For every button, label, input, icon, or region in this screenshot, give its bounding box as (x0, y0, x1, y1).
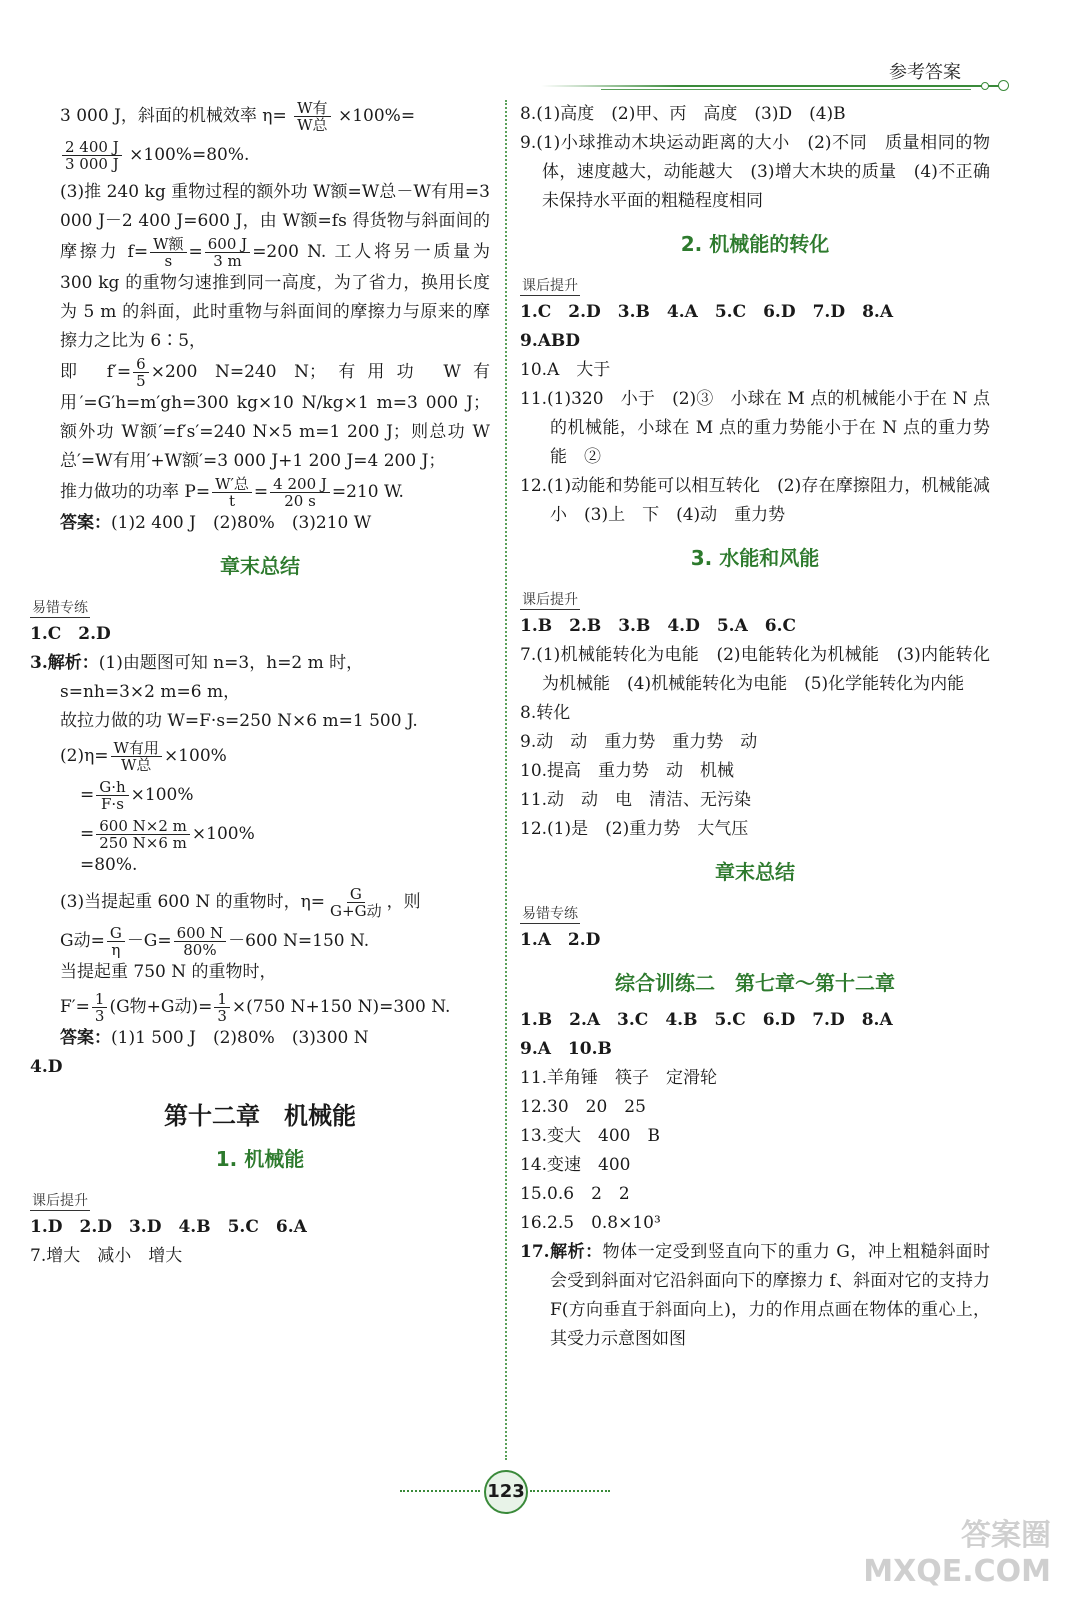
tag-after-class: 课后提升 (30, 1190, 90, 1211)
calc-line-2: $\frac{2 400 J}{3 000 J}$ ×100%=80%. (30, 139, 490, 172)
header-rule (541, 85, 1001, 87)
fraction: $\frac{600 N}{80\%}$ (174, 925, 227, 958)
header-rule-thin (601, 89, 971, 90)
fraction: $\frac{G}{\text{G+G动}}$ (330, 885, 382, 920)
chapter-title: 第十二章 机械能 (164, 1102, 356, 1130)
header-ornament-small (981, 82, 989, 90)
analysis-line: =80%. (80, 855, 138, 875)
calc-paragraph-4: 即 f′= $\frac{6}{5}$ ×200 N=240 N；有用功 W有用′=G′h=m′gh=300 kg×10 N/kg×1 m=3 000 J；额外功 W额′=f′s′=240 N×5 m=1 200 J；则总功 W总′=W有用′+W额′=3 000 J+1 200 J=4 200 J； (60, 355, 490, 471)
answer-line: 9.ABD (520, 331, 581, 351)
calc-line-1: 3 000 J，斜面的机械效率 η= $\frac{\text{W有}}{\text{W总}}$ ×100%= (60, 99, 416, 134)
section-title-summary: 章末总结 (220, 554, 300, 578)
answer-line: 9.(1)小球推动木块运动距离的大小 (2)不同 质量相同的物体，速度越大，动能越大 (3)增大木块的质量 (4)不正确 未保持水平面的粗糙程度相同 (520, 133, 1007, 211)
page-header (541, 52, 1001, 92)
section-title-comprehensive: 综合训练二 第七章～第十二章 (615, 971, 895, 995)
answer-line: 14.变速 400 (520, 1155, 631, 1175)
answer-line: 11.(1)320 小于 (2)③ 小球在 M 点的机械能小于在 N 点的机械能，小球在 M 点的重力势能小于在 N 点的重力势能 ② (520, 389, 990, 467)
tag-after-class: 课后提升 (520, 275, 580, 296)
fraction: $\frac{600 J}{3 m}$ (205, 236, 250, 269)
footer-dots-right (530, 1490, 610, 1492)
calc-line-5: 推力做功的功率 P= $\frac{\text{W′总}}{t}$ = $\frac{4 200 J}{20 s}$ =210 W. (60, 475, 404, 510)
answer-line-1: 答案：(1)2 400 J (2)80% (3)210 W (60, 513, 372, 533)
section-title-summary: 章末总结 (715, 860, 795, 884)
fraction: $\frac{1}{3}$ (92, 991, 108, 1024)
analysis-line: 当提起重 750 N 的重物时， (60, 962, 277, 982)
answer-line: 1.A 2.D (520, 930, 601, 950)
fraction: $\frac{\text{W′总}}{t}$ (212, 476, 252, 509)
answer-line: 11.动 动 电 清洁、无污染 (520, 790, 752, 810)
left-column (30, 100, 490, 1271)
analysis-line: F′= $\frac{1}{3}$ (G物+G动)= $\frac{1}{3}$ ×(750 N+150 N)=300 N. (60, 990, 451, 1025)
column-divider (505, 100, 507, 1460)
analysis-line: 17.解析：物体一定受到竖直向下的重力 G，冲上粗糙斜面时会受到斜面对它沿斜面向下的摩擦力 f、斜面对它的支持力 F(方向垂直于斜面向上)，力的作用点画在物体的重心上，其受力示意图如图 (520, 1242, 991, 1349)
answer-line: 15.0.6 2 2 (520, 1184, 630, 1204)
answer-line: 7.(1)机械能转化为电能 (2)电能转化为机械能 (3)内能转化为机械能 (4)机械能转化为电能 (5)化学能转化为内能 (520, 645, 990, 694)
answer-line: 11.羊角锤 筷子 定滑轮 (520, 1068, 718, 1088)
answer-line: 4.D (30, 1057, 63, 1077)
fraction: $\frac{600 N\times 2 m}{250 N\times 6 m}$ (96, 818, 190, 851)
fraction: $\frac{2 400 J}{3 000 J}$ (62, 139, 122, 172)
header-ornament (998, 80, 1009, 91)
answer-line: 7.增大 减小 增大 (30, 1246, 183, 1266)
fraction: $\frac{1}{3}$ (214, 991, 230, 1024)
answer-line: 12.(1)是 (2)重力势 大气压 (520, 819, 749, 839)
tag-error-practice: 易错专练 (520, 903, 580, 924)
answer-line: 9.动 动 重力势 重力势 动 (520, 732, 758, 752)
analysis-line: = $\frac{G\cdot h}{F\cdot s}$ ×100% (80, 778, 194, 813)
answer-line: 10.提高 重力势 动 机械 (520, 761, 735, 781)
answer-line: 10.A 大于 (520, 360, 611, 380)
right-column (520, 100, 1007, 1354)
answer-line: 12.30 20 25 (520, 1097, 646, 1117)
analysis-line: G动= $\frac{G}{\eta}$ －G= $\frac{600 N}{80\%}$ －600 N=150 N. (60, 924, 370, 959)
answer-line: 13.变大 400 B (520, 1126, 660, 1146)
fraction: $\frac{\text{W额}}{s}$ (150, 236, 186, 269)
fraction: $\frac{G\cdot h}{F\cdot s}$ (96, 779, 128, 812)
analysis-line: (2)η= $\frac{\text{W有用}}{\text{W总}}$ ×100% (60, 739, 227, 774)
header-title: 参考答案 (889, 62, 961, 83)
calc-paragraph-3: (3)推 240 kg 重物过程的额外功 W额=W总－W有用=3 000 J－2 400 J=600 J，由 W额=fs 得货物与斜面间的摩擦力 f= $\frac{\text{W额}}{s}$ = $\frac{600 J}{3 m}$ =200 N. 工人将另一质量为 300 kg 的重物匀速推到同一高度，为了省力，换用长度为 5 m 的斜面，此时重物与斜面间的摩擦力与原来的摩擦力之比为 6∶5， (60, 182, 490, 351)
answer-line: 16.2.5 0.8×10³ (520, 1213, 661, 1233)
fraction: $\frac{4 200 J}{20 s}$ (270, 476, 330, 509)
section-title-mechanical-energy: 1. 机械能 (215, 1147, 305, 1171)
section-title-energy-conversion: 2. 机械能的转化 (680, 232, 830, 256)
analysis-line: 故拉力做的功 W=F·s=250 N×6 m=1 500 J. (60, 711, 418, 731)
analysis-line: = $\frac{600 N\times 2 m}{250 N\times 6 m}$ ×100% (80, 817, 255, 852)
answer-line: 8.(1)高度 (2)甲、丙 高度 (3)D (4)B (520, 104, 846, 124)
analysis-line: 3.解析：(1)由题图可知 n=3，h=2 m 时， (30, 653, 364, 673)
answer-line: 12.(1)动能和势能可以相互转化 (2)存在摩擦阻力，机械能减小 (3)上 下 (4)动 重力势 (520, 476, 990, 525)
answer-line: 8.转化 (520, 703, 571, 723)
answer-line: 1.C 2.D (30, 624, 111, 644)
tag-error-practice: 易错专练 (30, 597, 90, 618)
answer-line-2: 答案：(1)1 500 J (2)80% (3)300 N (60, 1028, 369, 1048)
page-number: 123 (484, 1470, 528, 1514)
answer-line: 1.D 2.D 3.D 4.B 5.C 6.A (30, 1217, 307, 1237)
watermark-logo: 答案圈 MXQE.COM (863, 1518, 1051, 1589)
answer-line: 1.B 2.A 3.C 4.B 5.C 6.D 7.D 8.A (520, 1010, 893, 1030)
fraction: $\frac{\text{W有用}}{\text{W总}}$ (111, 740, 162, 773)
fraction: $\frac{\text{W有}}{\text{W总}}$ (294, 100, 330, 133)
tag-after-class: 课后提升 (520, 589, 580, 610)
answer-line: 1.C 2.D 3.B 4.A 5.C 6.D 7.D 8.A (520, 302, 894, 322)
fraction: $\frac{6}{5}$ (133, 356, 149, 389)
fraction: $\frac{G}{\eta}$ (107, 925, 125, 958)
analysis-line: s=nh=3×2 m=6 m， (60, 682, 241, 702)
answer-line: 9.A 10.B (520, 1039, 612, 1059)
analysis-line: (3)当提起重 600 N 的重物时，η= $\frac{G}{\text{G+G动}}$ ，则 (60, 885, 421, 920)
section-title-water-wind: 3. 水能和风能 (690, 546, 820, 570)
footer-dots-left (400, 1490, 480, 1492)
answer-line: 1.B 2.B 3.B 4.D 5.A 6.C (520, 616, 797, 636)
